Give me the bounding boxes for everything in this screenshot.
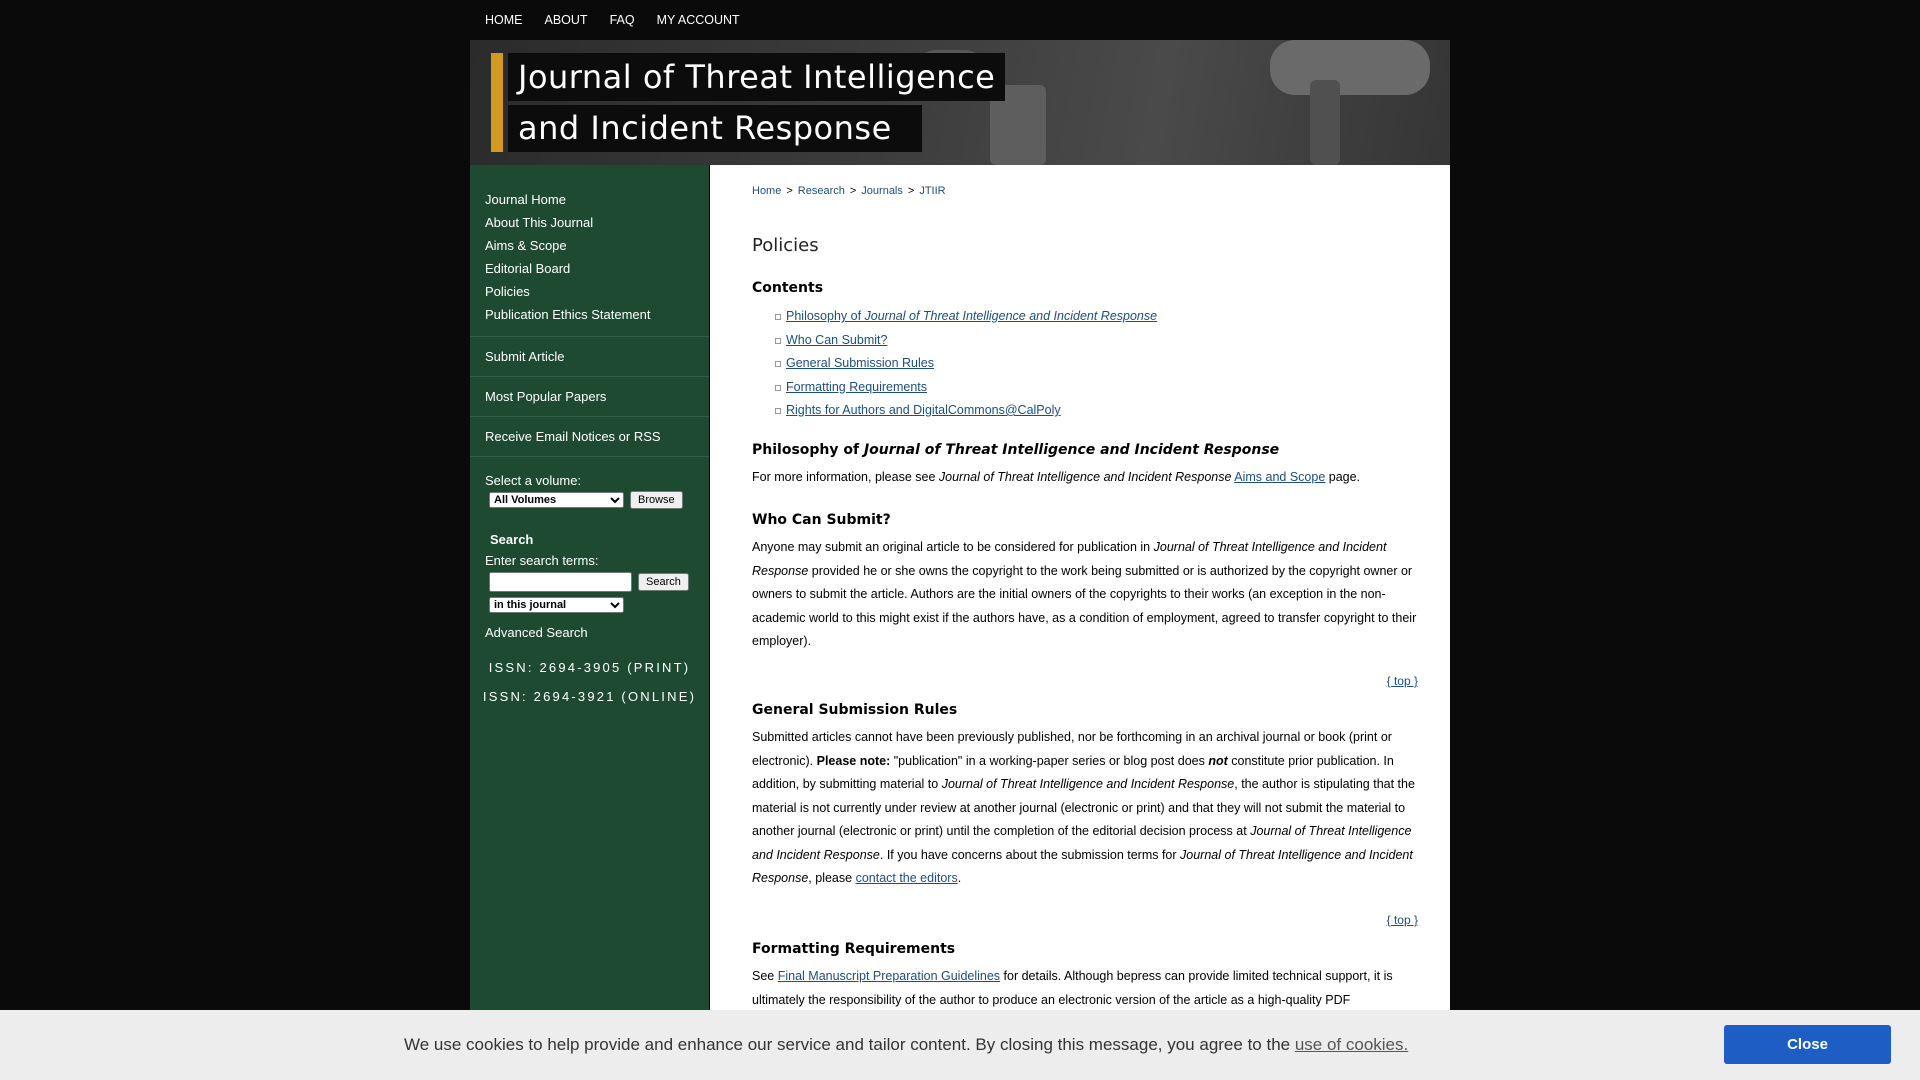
who-text: Anyone may submit an original article to be considered for publication in Journal of Threat Intelligence and Incident Response provided he or she owns the copyright to the work being submitted or is authorized by the copyright owner or owners to submit the article. Authors are the initial owners of the copyrights to their works (an exception in the non-academic world to this might exist if the authors have, as a condition of employment, agreed to transfer copyright to their employer). bbox=[752, 540, 1417, 648]
banner-title-line2: and Incident Response bbox=[508, 105, 922, 152]
list-item bbox=[752, 305, 1157, 329]
list-item bbox=[752, 329, 1157, 353]
issn-online: ISSN: 2694-3921 (ONLINE) bbox=[482, 689, 697, 704]
general-heading: General Submission Rules bbox=[752, 702, 958, 718]
breadcrumb-research[interactable]: Research bbox=[797, 185, 845, 197]
banner-title-line1: Journal of Threat Intelligence bbox=[508, 53, 1005, 101]
sidebar-item-policies[interactable]: Policies bbox=[485, 284, 530, 299]
general-text: Submitted articles cannot have been previously published, nor be forthcoming in an archival journal or book (print or electronic). Please note: "publication" in a working-paper series or blog post does not constitute prior publication. In addition, by submitting material to Journal of Threat Intelligence and Incident Response, the author is stipulating that the material is not currently under review at another journal (electronic or print) and that they will not submit the material to another journal (electronic or print) until the completion of the editorial decision process at Journal of Threat Intelligence and Incident Response. If you have concerns about the submission terms for Journal of Threat Intelligence and Incident Response, please contact the editors. bbox=[752, 730, 1415, 885]
breadcrumb-journals[interactable]: Journals bbox=[861, 185, 903, 197]
manuscript-guidelines-link[interactable]: Final Manuscript Preparation Guidelines bbox=[777, 969, 1001, 983]
page-title: Policies bbox=[752, 235, 819, 256]
most-popular-link[interactable]: Most Popular Papers bbox=[485, 389, 607, 404]
sidebar-item-ethics[interactable]: Publication Ethics Statement bbox=[485, 307, 651, 322]
browse-button[interactable]: Browse bbox=[630, 491, 683, 509]
nav-about[interactable]: ABOUT bbox=[544, 13, 588, 27]
search-button[interactable]: Search bbox=[638, 573, 689, 591]
formatting-heading: Formatting Requirements bbox=[752, 941, 956, 957]
bullet-icon bbox=[775, 338, 781, 344]
contents-list bbox=[752, 305, 1157, 423]
submit-article-link[interactable]: Submit Article bbox=[485, 349, 565, 364]
volume-select[interactable] bbox=[489, 492, 624, 508]
cookie-message: We use cookies to help provide and enhance our service and tailor content. By closing this message, you agree to the use of cookies. bbox=[404, 1035, 1409, 1054]
issn-print: ISSN: 2694-3905 (PRINT) bbox=[488, 660, 691, 675]
advanced-search-link[interactable]: Advanced Search bbox=[485, 625, 588, 640]
banner-camera-mount bbox=[1310, 80, 1340, 165]
search-title: Search bbox=[490, 532, 534, 547]
volume-label: Select a volume: bbox=[485, 473, 582, 488]
journal-banner[interactable] bbox=[470, 40, 1450, 165]
sidebar-item-editorial-board[interactable]: Editorial Board bbox=[485, 261, 571, 276]
search-scope-select[interactable] bbox=[489, 597, 624, 613]
contents-link-rights[interactable]: Rights for Authors and DigitalCommons@CalPoly bbox=[786, 403, 1061, 417]
search-terms-label: Enter search terms: bbox=[485, 553, 599, 568]
philosophy-text: For more information, please see Journal of Threat Intelligence and Incident Response Aims and Scope page. bbox=[752, 470, 1361, 484]
formatting-text: See Final Manuscript Preparation Guidelines for details. Although bepress can provide limited technical support, it is ultimately the responsibility of the author to produce an electronic version of the article as a high-quality PDF bbox=[752, 969, 1393, 1007]
bullet-icon bbox=[775, 385, 781, 391]
aims-scope-link[interactable]: Aims and Scope bbox=[1234, 470, 1326, 484]
contents-link-general-rules[interactable]: General Submission Rules bbox=[786, 356, 934, 370]
list-item bbox=[752, 376, 1157, 400]
main-content bbox=[710, 165, 1450, 1080]
contents-link-philosophy[interactable]: Philosophy of Journal of Threat Intelligence and Incident Response bbox=[786, 309, 1158, 323]
use-of-cookies-link[interactable]: use of cookies. bbox=[1294, 1035, 1409, 1054]
top-navigation bbox=[470, 0, 1450, 40]
list-item bbox=[752, 352, 1157, 376]
nav-faq[interactable]: FAQ bbox=[609, 13, 635, 27]
contact-editors-link[interactable]: contact the editors bbox=[855, 871, 958, 885]
search-input[interactable] bbox=[489, 572, 632, 592]
who-heading: Who Can Submit? bbox=[752, 512, 891, 528]
philosophy-heading: Philosophy of Journal of Threat Intelligence and Incident Response bbox=[752, 442, 1280, 458]
nav-home[interactable]: HOME bbox=[485, 13, 523, 27]
cookie-close-button[interactable]: Close bbox=[1724, 1025, 1891, 1064]
sidebar-item-journal-home[interactable]: Journal Home bbox=[485, 192, 566, 207]
contents-heading: Contents bbox=[752, 280, 824, 296]
banner-camera-right bbox=[1270, 40, 1430, 95]
breadcrumb-home[interactable]: Home bbox=[752, 185, 782, 197]
sidebar-menu bbox=[470, 165, 709, 336]
contents-link-who-can-submit[interactable]: Who Can Submit? bbox=[786, 332, 888, 347]
email-notices-link[interactable]: Receive Email Notices or RSS bbox=[485, 429, 661, 444]
sidebar-item-aims-scope[interactable]: Aims & Scope bbox=[485, 238, 567, 253]
bullet-icon bbox=[775, 408, 781, 414]
bullet-icon bbox=[775, 314, 781, 320]
sidebar-item-about[interactable]: About This Journal bbox=[485, 215, 594, 230]
banner-accent-bar bbox=[491, 53, 503, 152]
top-link[interactable]: { top } bbox=[1386, 913, 1418, 927]
breadcrumb-jtiir[interactable]: JTIIR bbox=[919, 185, 946, 197]
list-item bbox=[752, 399, 1157, 423]
top-link[interactable]: { top } bbox=[1386, 674, 1418, 688]
contents-link-formatting[interactable]: Formatting Requirements bbox=[786, 379, 928, 394]
bullet-icon bbox=[775, 361, 781, 367]
nav-my-account[interactable]: MY ACCOUNT bbox=[656, 13, 740, 27]
cookie-banner bbox=[0, 1010, 1920, 1080]
breadcrumb: Home > Research > Journals > JTIIR bbox=[752, 185, 946, 197]
sidebar bbox=[470, 165, 709, 1080]
